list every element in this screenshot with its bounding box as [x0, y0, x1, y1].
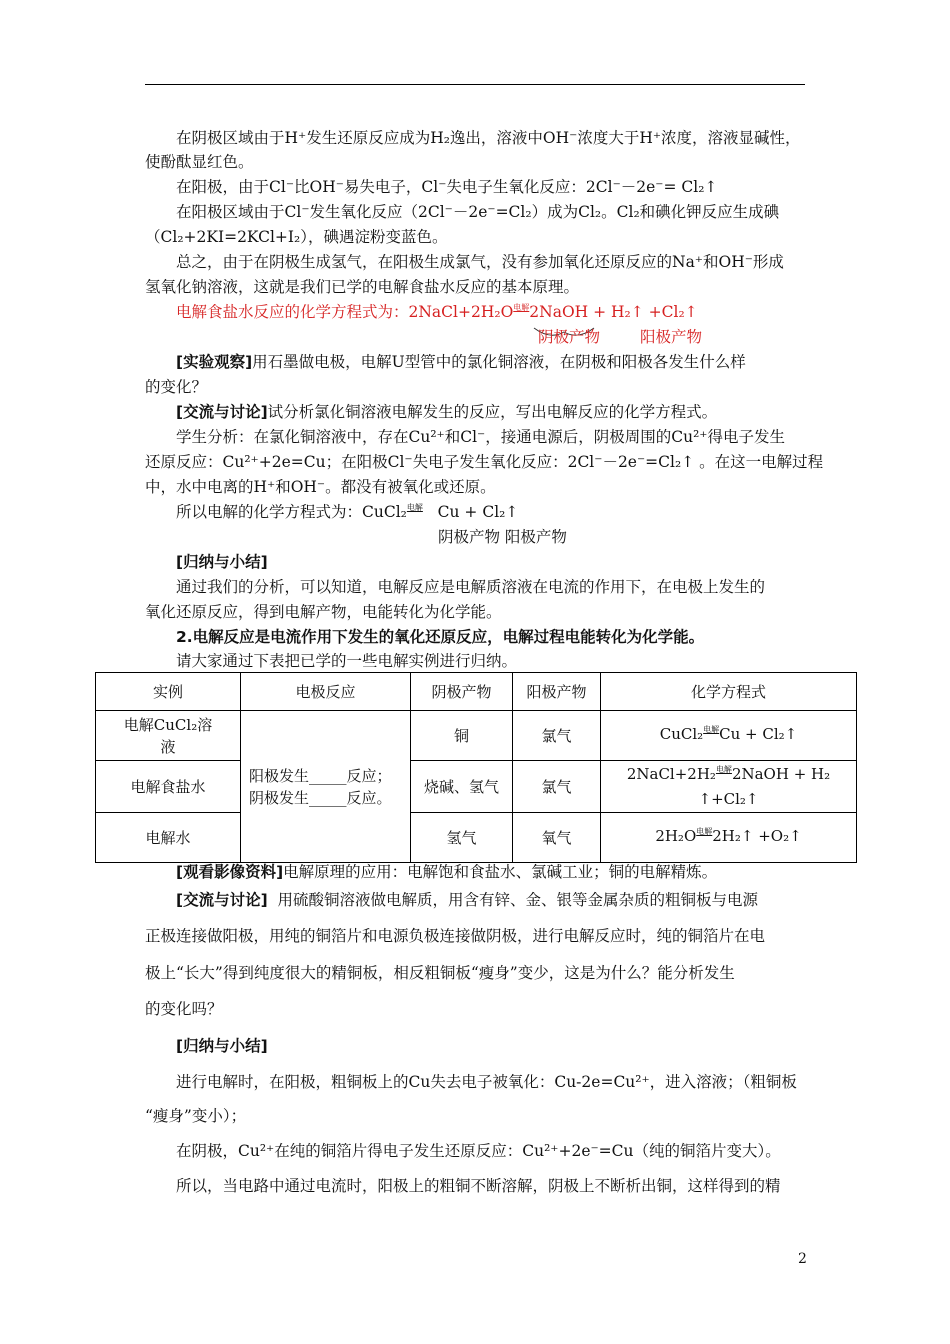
condition-electrolysis: 电解 — [513, 303, 530, 312]
label-cathode-product: 阴极产物 — [538, 328, 601, 346]
eq-part: Cu + Cl₂↑ — [719, 725, 798, 743]
equation-brine-suffix: 2NaOH + H₂↑ +Cl₂↑ — [529, 303, 698, 321]
paragraph-anode: 在阳极，由于Cl⁻比OH⁻易失电子，Cl⁻失电子生氧化反应：2Cl⁻－2e⁻= Cl₂↑ — [176, 178, 718, 196]
table-row — [96, 711, 857, 761]
electrode-line: 阳极发生_____反应； — [249, 766, 392, 785]
condition-electrolysis-2: 电解 — [406, 503, 423, 512]
result-conclusion: 所以，当电路中通过电流时，阳极上的粗铜不断溶解，阴极上不断析出铜，这样得到的精 — [176, 1177, 781, 1195]
experiment-observation — [176, 351, 746, 373]
observation-text-cont: 的变化？ — [145, 378, 208, 396]
discussion-2-b: 正极连接做阳极，用纯的铜箔片和电源负极连接做阴极，进行电解反应时，纯的铜箔片在电 — [145, 927, 766, 945]
paragraph-summary-cont: 氢氧化钠溶液，这就是我们已学的电解食盐水反应的基本原理。 — [145, 278, 580, 296]
video-text: 电解原理的应用：电解饱和食盐水、氯碱工业；铜的电解精炼。 — [283, 863, 718, 881]
tag-video: [观看影像资料] — [176, 863, 284, 881]
discussion-2-c: 极上“长大”得到纯度很大的精铜板，相反粗铜板“瘦身”变少，这是为什么？能分析发生 — [145, 964, 735, 982]
condition-electrolysis-cell: 电解 — [715, 765, 732, 774]
eq-part: ↑+Cl₂↑ — [698, 790, 759, 808]
paragraph-anode-region-cont: （Cl₂+2KI=2KCl+I₂），碘遇淀粉变蓝色。 — [145, 228, 448, 246]
paragraph-anode-region: 在阳极区域由于Cl⁻发生氧化反应（2Cl⁻－2e⁻=Cl₂）成为Cl₂。Cl₂和碘化钾反应生成碘 — [176, 203, 780, 221]
result-anode-cont: “瘦身”变小）； — [145, 1107, 247, 1125]
header-equation: 化学方程式 — [601, 673, 857, 711]
header-electrode: 电极反应 — [241, 673, 411, 711]
header-anode: 阳极产物 — [513, 673, 601, 711]
eq-part: 2H₂O — [655, 827, 697, 845]
cell-example — [96, 711, 241, 761]
paragraph-summary: 总之，由于在阴极生成氢气，在阳极生成氯气，没有参加氧化还原反应的Na⁺和OH⁻形成 — [176, 253, 784, 271]
eq-part: CuCl₂ — [659, 725, 704, 743]
summary-text-cont: 氧化还原反应，得到电解产物，电能转化为化学能。 — [145, 603, 502, 621]
header-cathode: 阴极产物 — [411, 673, 513, 711]
table-header-row — [96, 673, 857, 711]
cell-equation — [601, 761, 857, 813]
header-example: 实例 — [96, 673, 241, 711]
cell-cathode: 烧碱、氢气 — [411, 761, 513, 813]
condition-electrolysis-cell: 电解 — [703, 725, 720, 734]
summary-text: 通过我们的分析，可以知道，电解反应是电解质溶液在电流的作用下，在电极上发生的 — [176, 578, 766, 596]
paragraph-cathode-cont: 使酚酞显红色。 — [145, 153, 254, 171]
student-analysis-3: 中，水中电离的H⁺和OH⁻。都没有被氧化或还原。 — [145, 478, 496, 496]
cell-anode: 氯气 — [513, 761, 601, 813]
cell-equation — [601, 711, 857, 761]
cell-anode: 氯气 — [513, 711, 601, 761]
equation-brine — [176, 301, 698, 326]
tag-summary-2: [归纳与小结] — [176, 1037, 268, 1055]
example-line: 电解CuCl₂溶 — [123, 715, 213, 734]
discussion-2-d: 的变化吗？ — [145, 1000, 223, 1018]
example-line: 液 — [160, 737, 176, 756]
equation-cucl2-prefix: 所以电解的化学方程式为：CuCl₂ — [176, 503, 407, 521]
eq-part: 2NaCl+2H₂ — [626, 765, 716, 783]
header-rule — [145, 84, 805, 85]
cell-cathode: 氢气 — [411, 813, 513, 863]
result-anode: 进行电解时，在阳极，粗铜板上的Cu失去电子被氧化：Cu-2e=Cu²⁺，进入溶液；（粗铜板 — [176, 1073, 797, 1091]
eq-part: 2H₂↑ +O₂↑ — [712, 827, 802, 845]
discussion-2 — [176, 889, 758, 911]
cell-anode: 氧气 — [513, 813, 601, 863]
table-row — [96, 813, 857, 863]
page-number: 2 — [798, 1251, 807, 1267]
observation-text: 用石墨做电极，电解U型管中的氯化铜溶液，在阴极和阳极各发生什么样 — [252, 353, 746, 371]
result-cathode: 在阴极，Cu²⁺在纯的铜箔片得电子发生还原反应：Cu²⁺+2e⁻=Cu（纯的铜箔片变大）。 — [176, 1142, 781, 1160]
key-point-2: 2.电解反应是电流作用下发生的氧化还原反应，电解过程电能转化为化学能。 — [176, 628, 705, 646]
tag-observation: [实验观察] — [176, 353, 253, 371]
equation-cucl2 — [176, 501, 518, 526]
tag-summary: [归纳与小结] — [176, 553, 268, 571]
equation-brine-prefix: 电解食盐水反应的化学方程式为：2NaCl+2H₂O — [176, 303, 514, 321]
electrode-line: 阴极发生_____反应。 — [249, 788, 392, 807]
student-analysis-2: 还原反应：Cu²⁺+2e=Cu；在阳极Cl⁻失电子发生氧化反应：2Cl⁻－2e⁻=Cl₂↑ 。在这一电解过程 — [145, 453, 824, 471]
equation-cucl2-labels: 阴极产物 阳极产物 — [438, 528, 567, 546]
cell-example: 电解食盐水 — [96, 761, 241, 813]
cell-equation — [601, 813, 857, 863]
table-intro: 请大家通过下表把已学的一些电解实例进行归纳。 — [176, 652, 518, 670]
discussion-text: 试分析氯化铜溶液电解发生的反应，写出电解反应的化学方程式。 — [267, 403, 718, 421]
video-material — [176, 861, 717, 883]
paragraph-cathode: 在阴极区域由于H⁺发生还原反应成为H₂逸出，溶液中OH⁻浓度大于H⁺浓度，溶液显碱性， — [176, 129, 801, 147]
discussion — [176, 401, 717, 423]
tag-discussion: [交流与讨论] — [176, 403, 268, 421]
cell-electrode-reaction — [241, 711, 411, 863]
discussion-2-text: 用硫酸铜溶液做电解质，用含有锌、金、银等金属杂质的粗铜板与电源 — [277, 891, 759, 909]
tag-discussion-2: [交流与讨论] — [176, 891, 268, 909]
label-anode-product: 阳极产物 — [640, 328, 703, 346]
student-analysis: 学生分析：在氯化铜溶液中，存在Cu²⁺和Cl⁻，接通电源后，阴极周围的Cu²⁺得电子发生 — [176, 428, 785, 446]
cell-example: 电解水 — [96, 813, 241, 863]
equation-cucl2-suffix: Cu + Cl₂↑ — [437, 503, 519, 521]
electrolysis-table — [95, 672, 857, 863]
condition-electrolysis-cell: 电解 — [696, 827, 713, 836]
table-row — [96, 761, 857, 813]
cell-cathode: 铜 — [411, 711, 513, 761]
eq-part: 2NaOH + H₂ — [731, 765, 831, 783]
